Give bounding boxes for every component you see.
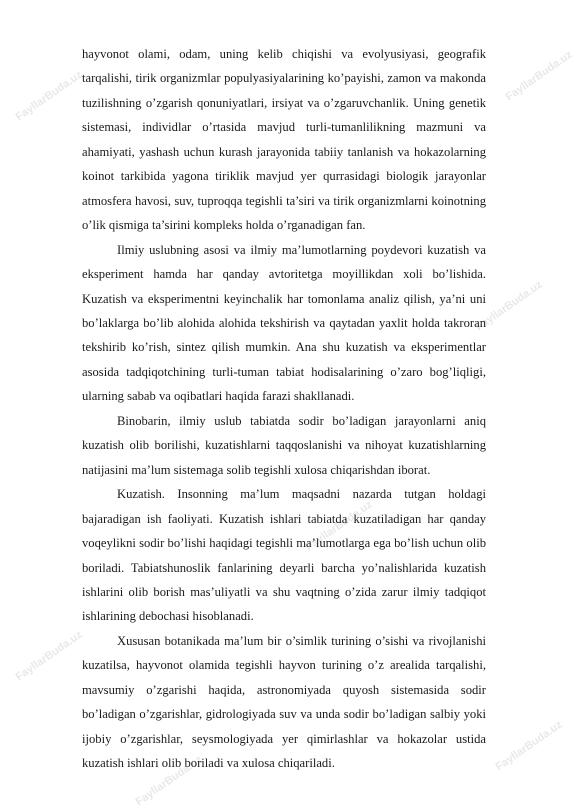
watermark: FayllarBuda.uz — [303, 498, 375, 554]
body-text — [82, 42, 486, 776]
watermark: FayllarBuda.uz — [13, 628, 85, 684]
watermark: FayllarBuda.uz — [133, 753, 205, 808]
paragraph: Binobarin, ilmiy uslub tabiatda sodir bo’ladigan jarayonlarni aniq kuzatish olib borilishi, kuzatishlarni taqqoslanishi va nihoyat kuzatishlarning natijasini ma’lum sistemaga solib tegishli xulosa chiqarishdan iborat. — [82, 413, 486, 477]
paragraph: Xususan botanikada ma’lum bir o’simlik turining o’sishi va rivojlanishi kuzatilsa, hayvonot olamida tegishli hayvon turining o’z arealida tarqalishi, mavsumiy o’zgarishi haqida, astronomiyada quyosh sistemasida sodir bo’ladigan o’zgarishlar, gidrologiyada suv va unda sodir bo’ladigan salbiy yoki ijobiy o’zgarishlar, seysmologiyada yer qimirlashlar va hokazolar ustida kuzatish ishlari olib boriladi va xulosa chiqariladi. — [82, 633, 486, 771]
watermark: FayllarBuda.uz — [493, 718, 565, 774]
paragraph: hayvonot olami, odam, uning kelib chiqishi va evolyusiyasi, geografik tarqalishi, tirik organizmlar populyasiyalarining ko’payishi, zamon va makonda tuzilishning o’zgarish qonuniyatlari, irsiyat va o’zgaruvchanlik. Uning genetik sistemasi, individlar o’rtasida mavjud turli-tumanlilikning mazmuni va ahamiyati, yashash uchun kurash jarayonida tabiiy tanlanish va hokazolarning koinot tarkibida yagona tiriklik mavjud yer qurrasidagi biologik jarayonlar atmosfera havosi, suv, tuproqqa tegishli ta’siri va tirik organizmlarni koinotning o’lik qismiga ta’sirini kompleks holda o’rganadigan fan. — [82, 47, 486, 233]
paragraph: Ilmiy uslubning asosi va ilmiy ma’lumotlarning poydevori kuzatish va eksperiment hamda har qanday avtoritetga moyillikdan xoli bo’lishida. Kuzatish va eksperimentni keyinchalik har tomonlama analiz qilish, ya’ni uni bo’laklarga bo’lib alohida alohida tekshirish va qaytadan yaxlit holda takroran tekshirib ko’rish, sintez qilish mumkin. Ana shu kuzatish va eksperimentlar asosida tadqiqotchining turli-tuman tabiat hodisalarining o’zaro bog’liqligi, ularning sabab va oqibatlari haqida farazi shakllanadi. — [82, 242, 486, 404]
watermark: FayllarBuda.uz — [503, 48, 575, 104]
watermark: FayllarBuda.uz — [473, 278, 545, 334]
watermark: FayllarBuda.uz — [13, 68, 85, 124]
paragraph: Kuzatish. Insonning ma’lum maqsadni nazarda tutgan holdagi bajaradigan ish faoliyati. Kuzatish ishlari tabiatda kuzatiladigan har qanday voqeylikni sodir bo’lishi haqidagi tegishli ma’lumotlarga ega bo’lish uchun olib boriladi. Tabiatshunoslik fanlarining deyarli barcha yo’nalishlarida kuzatish ishlarini olib borish mas’uliyatli va shu vaqtning o’zida zarur ilmiy tadqiqot ishlarining debochasi hisoblanadi. — [82, 487, 486, 624]
